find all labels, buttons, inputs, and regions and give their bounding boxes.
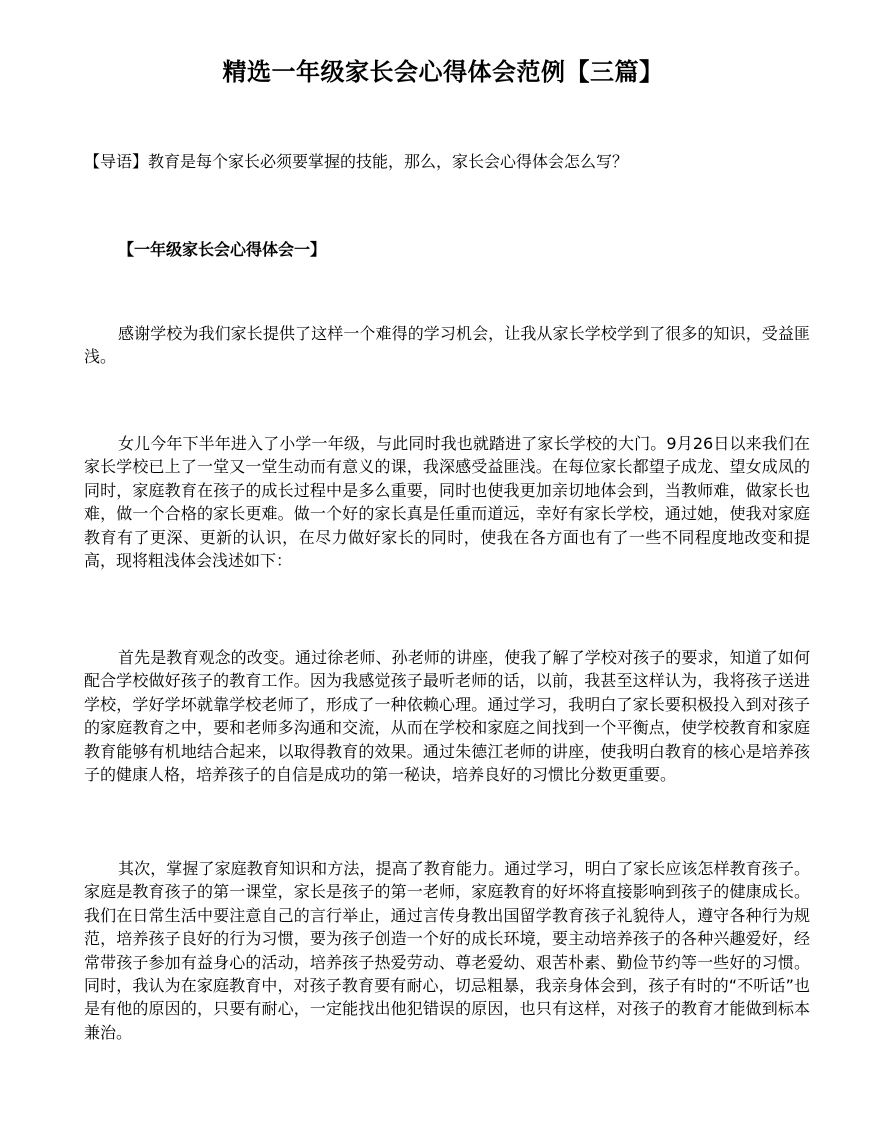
lead-text: 【导语】教育是每个家长必须要掌握的技能，那么，家长会心得体会怎么写？	[84, 152, 629, 171]
paragraph-3: 首先是教育观念的改变。通过徐老师、孙老师的讲座，使我了解了学校对孩子的要求，知道了如何配合学校做好孩子的教育工作。因为我感觉孩子最听老师的话，以前，我甚至这样认为，我将孩子送进学校，学好学坏就靠学校老师了，形成了一种依赖心理。通过学习，我明白了家长要积极投入到对孩子的家庭教育之中，要和老师多沟通和交流，从而在学校和家庭之间找到一个平衡点，使学校教育和家庭教育能够有机地结合起来，以取得教育的效果。通过朱德江老师的讲座，使我明白教育的核心是培养孩子的健康人格，培养孩子的自信是成功的第一秘诀，培养良好的习惯比分数更重要。	[84, 648, 810, 785]
paragraph-2: 女儿今年下半年进入了小学一年级，与此同时我也就踏进了家长学校的大门。9月26日以来我们在家长学校已上了一堂又一堂生动而有意义的课，我深感受益匪浅。在每位家长都望子成龙、望女成凤的同时，家庭教育在孩子的成长过程中是多么重要，同时也使我更加亲切地体会到，当教师难，做家长也难，做一个合格的家长更难。做一个好的家长真是任重而道远，幸好有家长学校，通过她，使我对家庭教育有了更深、更新的认识，在尽力做好家长的同时，使我在各方面也有了一些不同程度地改变和提高，现将粗浅体会浅述如下：	[84, 434, 810, 571]
document-title: 精选一年级家长会心得体会范例【三篇】	[222, 58, 664, 86]
paragraph-1: 感谢学校为我们家长提供了这样一个难得的学习机会，让我从家长学校学到了很多的知识，受益匪浅。	[84, 324, 810, 367]
section-heading: 【一年级家长会心得体会一】	[118, 240, 327, 259]
paragraph-4: 其次，掌握了家庭教育知识和方法，提高了教育能力。通过学习，明白了家长应该怎样教育孩子。家庭是教育孩子的第一课堂，家长是孩子的第一老师，家庭教育的好坏将直接影响到孩子的健康成长。我们在日常生活中要注意自己的言行举止，通过言传身教出国留学教育孩子礼貌待人，遵守各种行为规范，培养孩子良好的行为习惯，要为孩子创造一个好的成长环境，要主动培养孩子的各种兴趣爱好，经常带孩子参加有益身心的活动，培养孩子热爱劳动、尊老爱幼、艰苦朴素、勤俭节约等一些好的习惯。同时，我认为在家庭教育中，对孩子教育要有耐心，切忌粗暴，我亲身体会到，孩子有时的“不听话”也是有他的原因的，只要有耐心，一定能找出他犯错误的原因，也只有这样，对孩子的教育才能做到标本兼治。	[84, 859, 810, 1042]
